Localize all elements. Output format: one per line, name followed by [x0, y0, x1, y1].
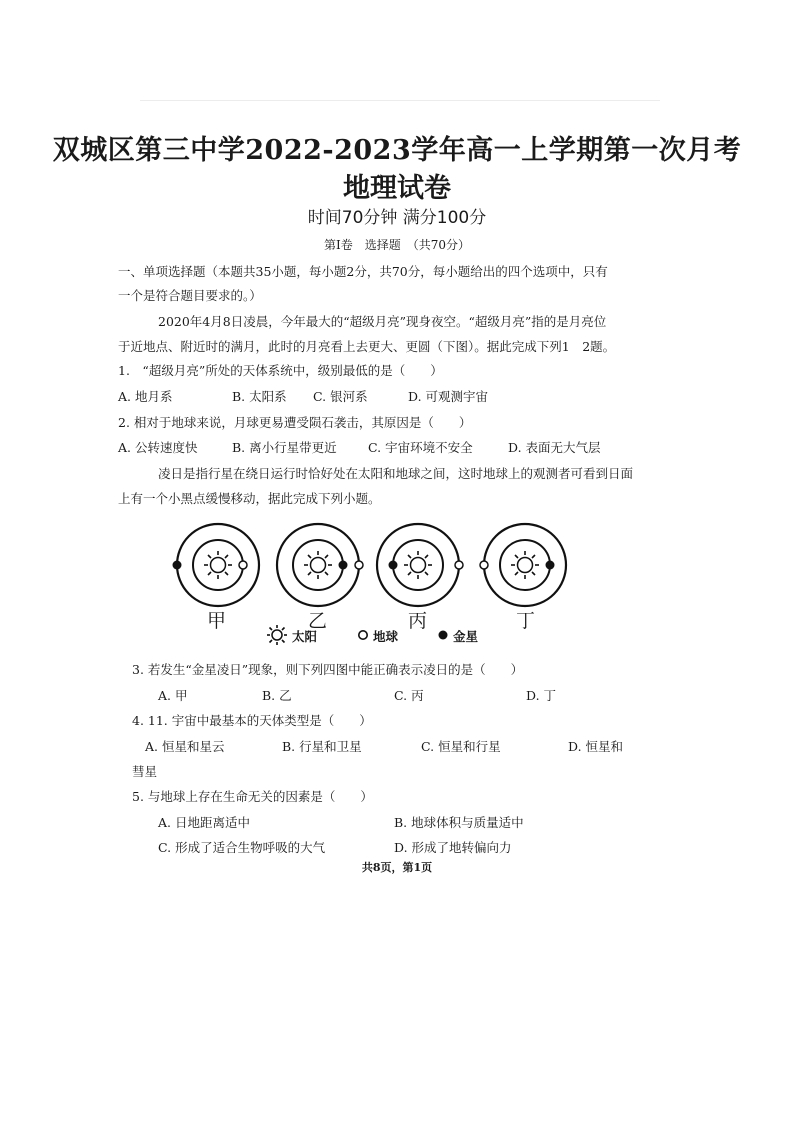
- venus-orbit: [500, 540, 550, 590]
- earth-dot: [480, 561, 488, 569]
- venus-orbit: [293, 540, 343, 590]
- sun-icon: [404, 551, 432, 579]
- passage2-line-2: 上有一个小黑点缓慢移动，据此完成下列小题。: [118, 491, 381, 506]
- venus-legend-icon: [437, 629, 449, 641]
- question-2-option-c: C. 宇宙环境不安全: [368, 440, 473, 455]
- sun-icon: [262, 624, 292, 646]
- question-4-option-c: C. 恒星和行星: [421, 739, 501, 754]
- question-1-stem: 1. “超级月亮”所处的天体系统中，级别最低的是（ ）: [118, 363, 443, 378]
- earth-legend-icon: [357, 629, 369, 641]
- diagram-ding: [480, 524, 566, 606]
- venus-orbit: [393, 540, 443, 590]
- question-5-stem: 5. 与地球上存在生命无关的因素是（ ）: [132, 789, 373, 804]
- question-5-option-c: C. 形成了适合生物呼吸的大气: [158, 840, 326, 855]
- question-4-option-a: A. 恒星和星云: [145, 739, 225, 754]
- intro-line-1: 一、单项选择题（本题共35小题，每小题2分，共70分，每小题给出的四个选项中，只有: [118, 264, 608, 279]
- passage2-line-1: 凌日是指行星在绕日运行时恰好处在太阳和地球之间，这时地球上的观测者可看到日面: [158, 466, 634, 481]
- question-4-stem: 4. 11. 宇宙中最基本的天体类型是（ ）: [132, 713, 372, 728]
- diagram-label-bing: 丙: [408, 610, 428, 632]
- question-5-option-d: D. 形成了地转偏向力: [394, 840, 512, 855]
- question-3-option-b: B. 乙: [262, 688, 292, 703]
- question-4-option-d-continued: 彗星: [132, 764, 158, 779]
- earth-dot: [239, 561, 247, 569]
- question-3-option-a: A. 甲: [158, 688, 188, 703]
- legend-sun-label: 太阳: [292, 629, 318, 644]
- diagram-yi: [277, 524, 363, 606]
- question-2-option-b: B. 离小行星带更近: [232, 440, 337, 455]
- earth-dot: [355, 561, 363, 569]
- diagram-jia: [173, 524, 260, 606]
- venus-dot: [339, 561, 348, 570]
- sun-icon: [304, 551, 332, 579]
- question-4-option-b: B. 行星和卫星: [282, 739, 362, 754]
- scan-edge-line: [140, 100, 660, 101]
- diagram-label-jia: 甲: [207, 610, 227, 632]
- intro-line-2: 一个是符合题目要求的。）: [118, 288, 262, 303]
- venus-dot: [546, 561, 555, 570]
- sun-icon: [511, 551, 539, 579]
- venus-dot: [173, 561, 182, 570]
- venus-dot: [389, 561, 398, 570]
- diagram-bing: [377, 524, 463, 606]
- question-2-option-a: A. 公转速度快: [118, 440, 198, 455]
- venus-orbit: [193, 540, 243, 590]
- question-3-option-c: C. 丙: [394, 688, 424, 703]
- exam-subject-title: 地理试卷: [343, 173, 451, 204]
- passage1-line-2: 于近地点、附近时的满月，此时的月亮看上去更大、更圆（下图）。据此完成下列1 2题。: [118, 339, 616, 354]
- question-1-option-c: C. 银河系: [313, 389, 368, 404]
- question-5-option-a: A. 日地距离适中: [158, 815, 250, 830]
- section-heading: 第Ⅰ卷 选择题 （共70分）: [323, 238, 470, 252]
- question-3-option-d: D. 丁: [526, 688, 557, 703]
- question-2-option-d: D. 表面无大气层: [508, 440, 601, 455]
- question-1-option-d: D. 可观测宇宙: [408, 389, 489, 404]
- legend-earth-label: 地球: [373, 629, 399, 644]
- exam-title: 双城区第三中学2022-2023学年高一上学期第一次月考: [52, 135, 742, 166]
- earth-dot: [455, 561, 463, 569]
- question-5-option-b: B. 地球体积与质量适中: [394, 815, 524, 830]
- diagram-label-ding: 丁: [516, 610, 536, 632]
- legend-venus-label: 金星: [453, 629, 479, 644]
- exam-time-score: 时间70分钟 满分100分: [307, 208, 487, 228]
- passage1-line-1: 2020年4月8日凌晨，今年最大的“超级月亮”现身夜空。“超级月亮”指的是月亮位: [158, 314, 607, 329]
- diagram-label-yi: 乙: [308, 610, 328, 632]
- page-footer: 共8页，第1页: [361, 861, 433, 874]
- sun-icon: [204, 551, 232, 579]
- question-4-option-d: D. 恒星和: [568, 739, 624, 754]
- question-2-stem: 2. 相对于地球来说，月球更易遭受陨石袭击，其原因是（ ）: [118, 415, 472, 430]
- question-1-option-b: B. 太阳系: [232, 389, 287, 404]
- question-3-stem: 3. 若发生“金星凌日”现象，则下列四图中能正确表示凌日的是（ ）: [132, 662, 524, 677]
- question-1-option-a: A. 地月系: [118, 389, 173, 404]
